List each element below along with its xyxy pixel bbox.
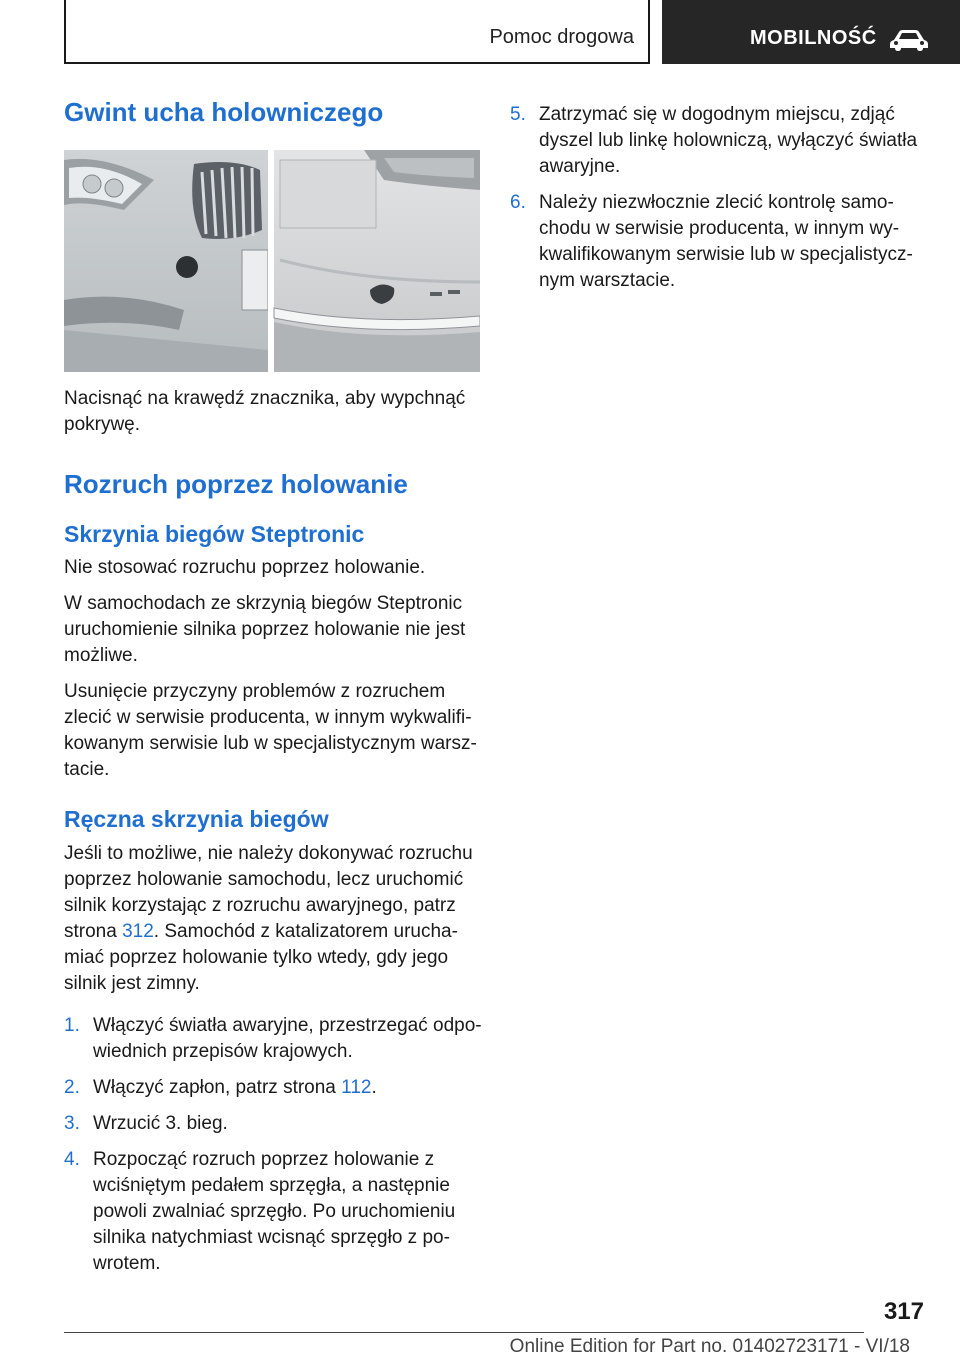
figure-caption: Nacisnąć na krawędź znacznika, aby wypchnąć pokrywę.	[64, 387, 466, 435]
list-item	[510, 102, 920, 180]
steptronic-paragraph-2: W samochodach ze skrzynią biegów Steptronic uruchomienie silnika poprzez holowanie nie jest możliwe.	[64, 593, 466, 667]
left-column	[64, 96, 482, 1277]
page-number: 317	[883, 1298, 924, 1325]
step-text-end: .	[371, 1077, 377, 1099]
header-section-title: Pomoc drogowa	[489, 26, 634, 48]
footer-edition: Online Edition for Part no. 01402723171 - VI/18	[509, 1336, 910, 1357]
right-column	[510, 96, 920, 294]
subsection-title-steptronic: Skrzynia biegów Steptronic	[64, 520, 365, 547]
header-chapter-label: MOBILNOŚĆ	[750, 27, 877, 49]
header-chapter-tab	[662, 0, 960, 64]
page-header	[0, 0, 960, 66]
step-text: Włączyć światła awaryjne, przestrzegać odpowiednich przepisów krajowych.	[93, 1015, 482, 1063]
step-text: Należy niezwłocznie zlecić kontrolę samochodu w serwisie producenta, w innym wykwalifikowanym serwisie lub w specjalistycznym warsztacie.	[539, 192, 913, 291]
steptronic-paragraph-3: Usunięcie przyczyny problemów z rozruchem zlecić w serwisie producenta, w innym wykwalifikowanym serwisie lub w specjalistycznym warsztacie.	[64, 681, 477, 781]
list-item	[64, 1111, 482, 1137]
towing-eye-illustration	[64, 150, 480, 372]
manual-paragraph	[64, 841, 482, 997]
tow-start-steps	[64, 1013, 482, 1277]
list-item	[510, 190, 920, 294]
list-item	[64, 1013, 482, 1065]
manual-text-a: Jeśli to możliwe, nie należy dokonywać rozruchu poprzez holowanie samochodu, lecz uruchomić silnik korzystając z rozruchu awaryjnego, patrz strona	[64, 843, 473, 943]
car-icon	[888, 28, 930, 52]
footer-divider	[64, 1332, 864, 1333]
list-item	[64, 1075, 482, 1101]
step-number: 2.	[64, 1077, 80, 1099]
list-item	[64, 1147, 482, 1277]
section-title-tow-start: Rozruch poprzez holowanie	[64, 468, 408, 499]
page-link-312[interactable]: 312	[122, 921, 154, 943]
manual-text-b: . Samochód z katalizatorem uruchamiać poprzez holowanie tylko wtedy, gdy jego silnik jest zimny.	[64, 921, 458, 995]
step-text: Rozpocząć rozruch poprzez holowanie z wciśniętym pedałem sprzęgła, a następnie powoli zwalniać sprzęgło. Po uruchomieniu silnika natychmiast wcisnąć sprzęgło z powrotem.	[93, 1149, 456, 1275]
step-text: Wrzucić 3. bieg.	[93, 1113, 228, 1135]
step-number: 4.	[64, 1149, 80, 1171]
step-number: 5.	[510, 104, 526, 125]
step-text: Włączyć zapłon, patrz strona	[93, 1077, 342, 1099]
subsection-title-manual: Ręczna skrzynia biegów	[64, 806, 329, 833]
steptronic-paragraph-1: Nie stosować rozruchu poprzez holowanie.	[64, 557, 426, 579]
step-text: Zatrzymać się w dogodnym miejscu, zdjąć dyszel lub linkę holowniczą, wyłączyć światła awaryjne.	[539, 104, 918, 177]
page-link-112[interactable]: 112	[341, 1077, 372, 1099]
tow-start-steps-continued	[510, 102, 920, 294]
step-number: 6.	[510, 192, 526, 213]
step-number: 1.	[64, 1015, 80, 1037]
towing-eye-image	[64, 150, 480, 372]
section-title-tow-eye: Gwint ucha holowniczego	[64, 97, 384, 127]
step-number: 3.	[64, 1113, 80, 1135]
